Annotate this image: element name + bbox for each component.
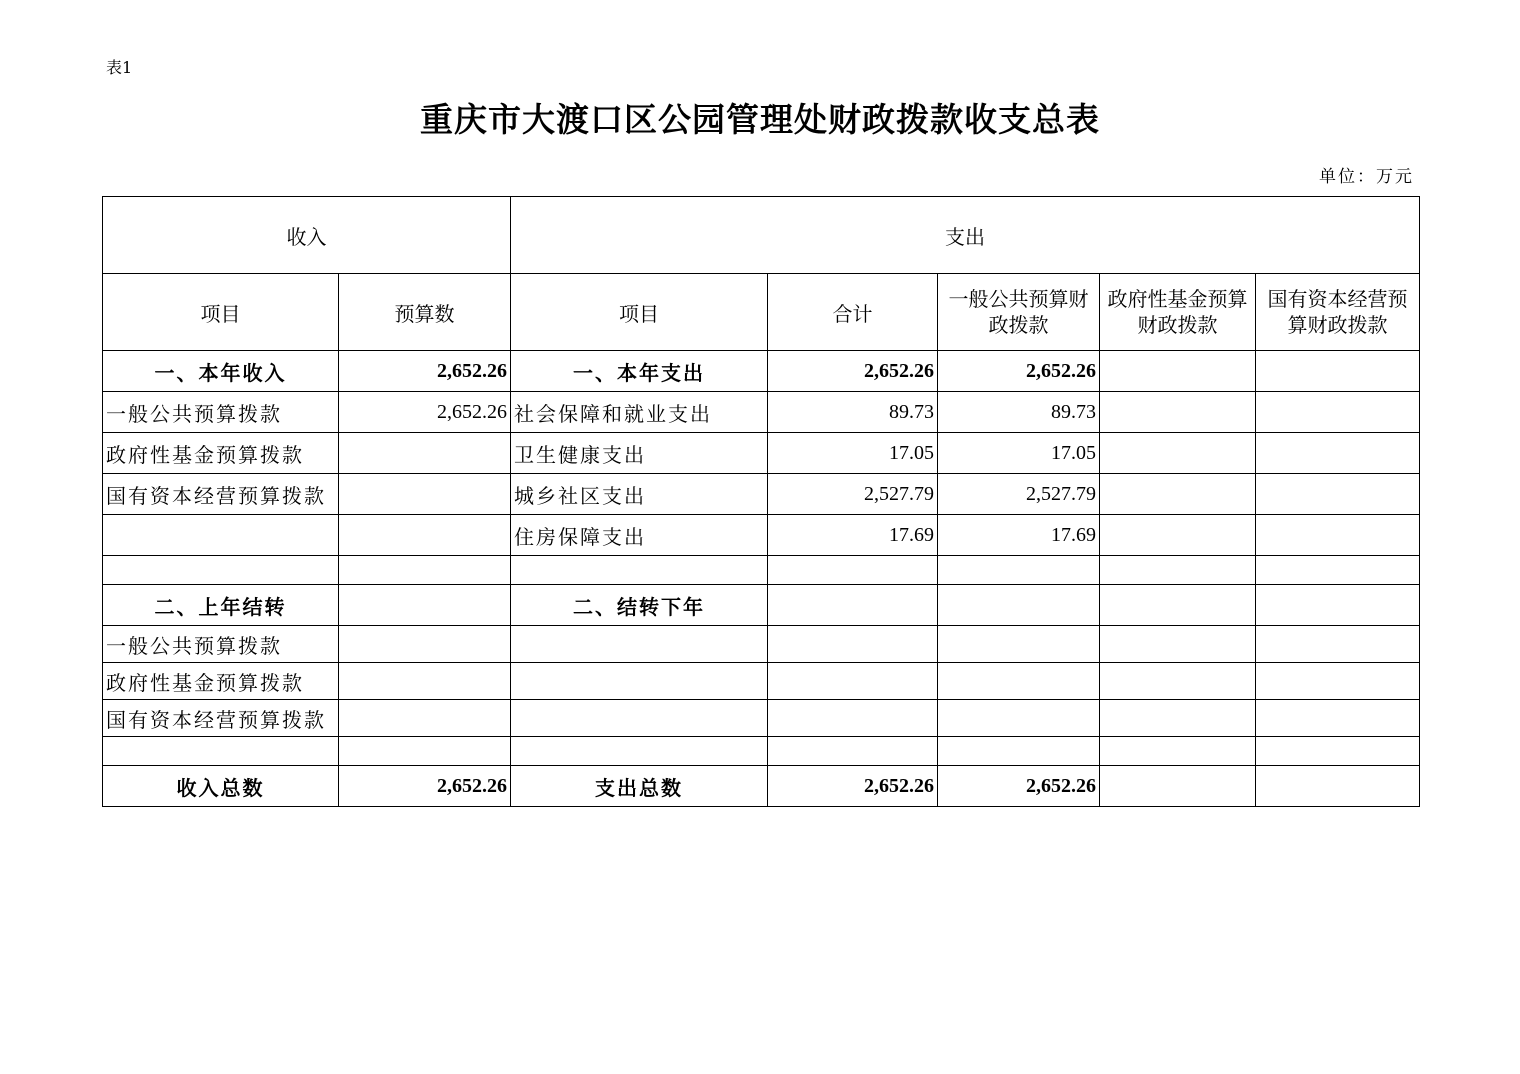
- expense-label: 住房保障支出: [511, 515, 768, 556]
- total-value: [768, 700, 938, 737]
- gov-fund-value: [1100, 515, 1256, 556]
- income-label: 国有资本经营预算拨款: [103, 700, 339, 737]
- empty-cell: [511, 556, 768, 585]
- income-value: [339, 626, 511, 663]
- empty-cell: [103, 556, 339, 585]
- gov-fund-value: [1100, 474, 1256, 515]
- state-capital-value: [1256, 474, 1420, 515]
- general-value: 2,527.79: [938, 474, 1100, 515]
- state-capital-value: [1256, 392, 1420, 433]
- table-row: [103, 585, 1420, 626]
- income-value: [339, 433, 511, 474]
- empty-cell: [1256, 556, 1420, 585]
- state-capital-header: 国有资本经营预算财政拨款: [1256, 274, 1420, 351]
- gov-fund-value: [1100, 700, 1256, 737]
- general-value: 17.05: [938, 433, 1100, 474]
- total-header: 合计: [768, 274, 938, 351]
- expense-label: 卫生健康支出: [511, 433, 768, 474]
- income-value: [339, 474, 511, 515]
- table-row: [103, 515, 1420, 556]
- empty-cell: [768, 737, 938, 766]
- expense-section-label: 一、本年支出: [511, 351, 768, 392]
- table-row: [103, 474, 1420, 515]
- state-capital-value: [1256, 626, 1420, 663]
- empty-cell: [768, 556, 938, 585]
- state-capital-value: [1256, 585, 1420, 626]
- table-row: [103, 556, 1420, 585]
- empty-cell: [938, 556, 1100, 585]
- empty-cell: [339, 737, 511, 766]
- state-capital-value: [1256, 515, 1420, 556]
- empty-cell: [1256, 737, 1420, 766]
- empty-cell: [1100, 556, 1256, 585]
- empty-cell: [938, 737, 1100, 766]
- general-value: [938, 626, 1100, 663]
- table-number: 表1: [106, 58, 133, 77]
- expense-total-label: 支出总数: [511, 766, 768, 807]
- state-capital-value: [1256, 700, 1420, 737]
- empty-cell: [103, 737, 339, 766]
- general-value: 17.69: [938, 515, 1100, 556]
- expense-label: [511, 663, 768, 700]
- total-value: 17.69: [768, 515, 938, 556]
- income-value: [339, 585, 511, 626]
- total-value: 2,527.79: [768, 474, 938, 515]
- gov-fund-value: [1100, 585, 1256, 626]
- expense-section-label: 二、结转下年: [511, 585, 768, 626]
- state-capital-value: [1256, 766, 1420, 807]
- state-capital-value: [1256, 433, 1420, 474]
- table-row: [103, 392, 1420, 433]
- table-row: [103, 351, 1420, 392]
- empty-cell: [1100, 737, 1256, 766]
- total-value: 17.05: [768, 433, 938, 474]
- income-label: 一般公共预算拨款: [103, 626, 339, 663]
- income-section-label: 一、本年收入: [103, 351, 339, 392]
- expense-label: [511, 700, 768, 737]
- expense-label: 城乡社区支出: [511, 474, 768, 515]
- expense-label: 社会保障和就业支出: [511, 392, 768, 433]
- general-value: 2,652.26: [938, 766, 1100, 807]
- gov-fund-value: [1100, 626, 1256, 663]
- table-row: [103, 737, 1420, 766]
- general-value: [938, 663, 1100, 700]
- income-label: 政府性基金预算拨款: [103, 663, 339, 700]
- state-capital-value: [1256, 351, 1420, 392]
- grand-total-row: [103, 766, 1420, 807]
- unit-label: 单位：万元: [1319, 167, 1414, 187]
- table-row: [103, 433, 1420, 474]
- income-item-header: 项目: [103, 274, 339, 351]
- budget-table: [102, 196, 1420, 807]
- gov-fund-value: [1100, 433, 1256, 474]
- total-value: [768, 585, 938, 626]
- total-value: 2,652.26: [768, 766, 938, 807]
- income-header: 收入: [103, 197, 511, 274]
- expense-item-header: 项目: [511, 274, 768, 351]
- gov-fund-value: [1100, 766, 1256, 807]
- total-value: 89.73: [768, 392, 938, 433]
- income-label: 政府性基金预算拨款: [103, 433, 339, 474]
- income-label: 一般公共预算拨款: [103, 392, 339, 433]
- gov-fund-value: [1100, 663, 1256, 700]
- empty-cell: [511, 737, 768, 766]
- page-title: 重庆市大渡口区公园管理处财政拨款收支总表: [420, 100, 1100, 139]
- table-row: [103, 700, 1420, 737]
- total-value: [768, 663, 938, 700]
- general-value: 89.73: [938, 392, 1100, 433]
- general-value: [938, 700, 1100, 737]
- gov-fund-header: 政府性基金预算财政拨款: [1100, 274, 1256, 351]
- total-value: 2,652.26: [768, 351, 938, 392]
- expense-header: 支出: [511, 197, 1420, 274]
- gov-fund-value: [1100, 351, 1256, 392]
- expense-label: [511, 626, 768, 663]
- table-row: [103, 626, 1420, 663]
- income-value: [339, 700, 511, 737]
- header-row-top: [103, 197, 1420, 274]
- gov-fund-value: [1100, 392, 1256, 433]
- income-section-label: 二、上年结转: [103, 585, 339, 626]
- total-value: [768, 626, 938, 663]
- header-row-sub: [103, 274, 1420, 351]
- general-budget-header: 一般公共预算财政拨款: [938, 274, 1100, 351]
- income-value: 2,652.26: [339, 392, 511, 433]
- income-budget-header: 预算数: [339, 274, 511, 351]
- income-value: 2,652.26: [339, 351, 511, 392]
- empty-cell: [339, 556, 511, 585]
- income-label: 国有资本经营预算拨款: [103, 474, 339, 515]
- income-label: [103, 515, 339, 556]
- table-row: [103, 663, 1420, 700]
- income-value: [339, 663, 511, 700]
- state-capital-value: [1256, 663, 1420, 700]
- general-value: [938, 585, 1100, 626]
- general-value: 2,652.26: [938, 351, 1100, 392]
- income-total-value: 2,652.26: [339, 766, 511, 807]
- income-total-label: 收入总数: [103, 766, 339, 807]
- income-value: [339, 515, 511, 556]
